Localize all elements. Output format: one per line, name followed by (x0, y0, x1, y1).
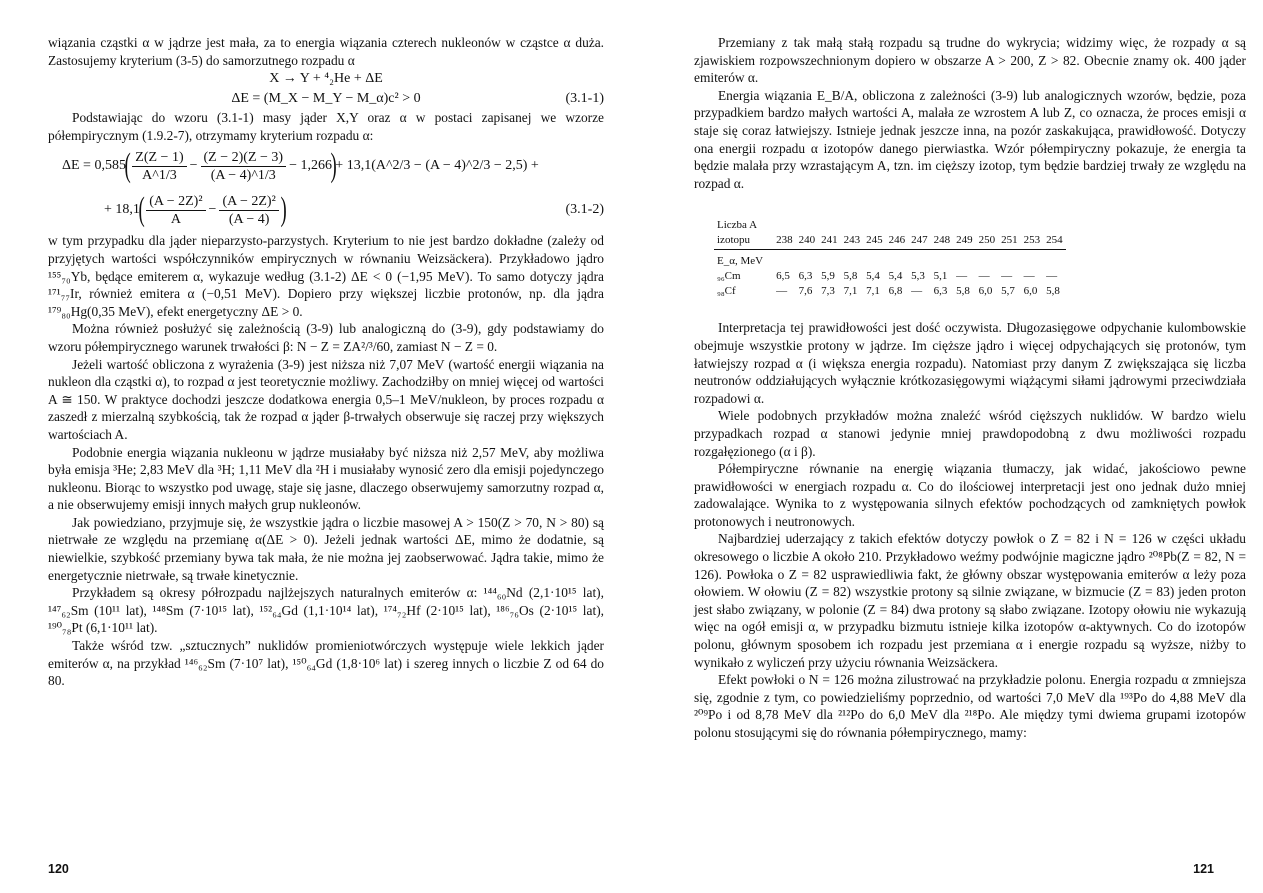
page-number: 120 (48, 862, 69, 876)
table-cell: 5,9 (821, 270, 835, 283)
paragraph: Efekt powłoki o N = 126 można zilustrować na przykładzie polonu. Energia rozpadu α zmniejsza się, zgodnie z tym, co powiedzieliśmy poprzednio, od wartości 7,0 MeV dla ¹⁹³Po do 4,88 MeV dla ²⁰⁹Po i od 8,78 MeV dla ²¹²Po do 6,0 MeV dla ²¹⁸Po. Ale między tymi dwiema grupami izotopów polonu stosującymi się do równania półempirycznego, mamy: (694, 672, 1246, 740)
table-energy-label: E_α, MeV (717, 255, 764, 268)
table-cell: 6,0 (1023, 285, 1038, 298)
table-header-row (714, 218, 1066, 233)
table-header-cell: 250 (976, 233, 999, 250)
paragraph: wiązania cząstki α w jądrze jest mała, za to energia wiązania czterech nukleonów w cząstce α duża. Zastosujemy kryterium (3-5) do samorzutnego rozpadu α (48, 35, 604, 68)
table-body (714, 218, 1066, 299)
equation-energy-criterion: ΔE = (M_X − M_Y − M_α)c² > 0 (3.1-1) (48, 89, 604, 109)
table-cell: 5,3 (911, 270, 925, 283)
paragraph: Interpretacja tej prawidłowości jest dość oczywista. Długozasięgowe odpychanie kulombowskie obejmuje wszystkie protony w jądrze. Im cięższe jądro i więcej odpychających się protonów, tym łatwiejszy rozpad α (i większa energia rozpadu). Natomiast przy danym Z zwiększająca się liczba neutronów oddziałujących wyłącznie krótkozasięgowymi wiążącymi siłami jądrowymi przeciwdziała rozpadowi α. (694, 320, 1246, 406)
paragraph: Przykładem są okresy półrozpadu najlżejszych naturalnych emiterów α: ¹⁴⁴₆₀Nd (2,1·10¹⁵ lat), ¹⁴⁷₆₂Sm (10¹¹ lat), ¹⁴⁸Sm (7·10¹⁵ lat), ¹⁵²₆₄Gd (1,1·10¹⁴ lat), ¹⁷⁴₇₂Hf (2·10¹⁵ lat), ¹⁸⁶₇₆Os (2·10¹⁵ lat), ¹⁹⁰₇₈Pt (6,1·10¹¹ lat). (48, 585, 604, 636)
table-header-label: Liczba A (717, 219, 758, 232)
table-cell: — (911, 285, 923, 298)
table-cell: 5,4 (866, 270, 880, 283)
paragraph: Jeżeli wartość obliczona z wyrażenia (3-9) jest niższa niż 7,07 MeV (wartość energii wiązania na nukleon dla cząstki α), to rozpad α jest teoretycznie możliwy. Zachodziłby on mniej więcej od wartości A ≅ 150. W praktyce dochodzi jeszcze dodatkowa energia 0,5–1 MeV/nukleon, by proces rozpadu α zaszedł z mierzalną szybkością, tak że rozpad α jąder β-trwałych obserwuje się raczej przy większych wartościach A. (48, 356, 604, 442)
table-cell: 7,6 (798, 285, 813, 298)
table-cell: 5,8 (1046, 285, 1060, 298)
table-cell: 6,3 (933, 285, 948, 298)
table-cell: 7,3 (821, 285, 835, 298)
equation-decay-criterion-line2: + 18,1 ( $\frac{\text{(A − 2Z)²}}{A}$ − $\frac{\text{(A − 2Z)²}}{(A - 4)}$ ) (3.1-2) (104, 191, 604, 229)
fraction: $\frac{\text{(A − 2Z)²}}{(A - 4)}$ (219, 193, 278, 228)
table-cell: 7,1 (866, 285, 880, 298)
bracket: ) (280, 191, 287, 229)
table-row (714, 250, 1066, 270)
right-column (694, 34, 1246, 742)
paragraph: w tym przypadku dla jąder nieparzysto-parzystych. Kryterium to nie jest bardzo dokładne (zależy od przyjętych wartości współczynników empirycznych w równaniu Weizsäckera). Przykładowo jądro ¹⁵⁵₇₀Yb, będące emiterem α, wykazuje według (3.1-2) ΔE < 0 (−1,95 MeV). To samo dotyczy jądra ¹⁷¹₇₇Ir, również emitera α (−0,51 MeV). Dopiero przy większej liczbie protonów, np. dla jądra ¹⁷⁹₈₀Hg(0,35 MeV), efekt energetyczny ΔE > 0. (48, 233, 604, 319)
table-cell: 7,1 (843, 285, 858, 298)
left-column (48, 34, 604, 690)
table-header-cell: 240 (796, 233, 819, 250)
equation-number: (3.1-2) (565, 202, 604, 218)
equation-reaction: X → Y + ⁴₂He + ΔE (269, 71, 383, 87)
paragraph: Wiele podobnych przykładów można znaleźć wśród cięższych nuklidów. W bardzo wielu przypadkach rozpad α stanowi jedynie mniej prawdopodobną z dwu możliwości rozpadu rozgałęzionego (α i β). (694, 408, 1246, 459)
table-row (714, 269, 1066, 284)
table-cell: — (1001, 270, 1013, 283)
table-header-cell: 249 (953, 233, 976, 250)
paragraph: Jak powiedziano, przyjmuje się, że wszystkie jądra o liczbie masowej A > 150(Z > 70, N > 80) są nietrwałe ze względu na przemianę α(ΔE > 0). Jeżeli jednak wartości ΔE, mimo że dodatnie, są niewielkie, szybkość przemiany bywa tak mała, że nie można jej zaobserwować. Jądra takie, mimo że energetycznie nietrwałe, są trwałe kinetycznie. (48, 514, 604, 583)
table-cell: — (1046, 270, 1058, 283)
table-cell: 6,5 (776, 270, 790, 283)
table-nuclide-label: ₉₈Cf (717, 285, 736, 298)
table-header-cell: 248 (931, 233, 954, 250)
table-cell: 6,8 (888, 285, 903, 298)
paragraph: Przemiany z tak małą stałą rozpadu są trudne do wykrycia; widzimy więc, że rozpady α są zjawiskiem rozpowszechnionym dopiero w obszarze A > 200, Z > 82. Obecnie znamy ok. 400 jąder emiterów α. (694, 35, 1246, 86)
table-cell: 6,0 (978, 285, 993, 298)
equation-number: (3.1-1) (565, 91, 604, 107)
fraction: $\frac{Z(Z - 1)}{A\^{}1/3}$ (132, 149, 186, 184)
paragraph: Energia wiązania E_B/A, obliczona z zależności (3-9) lub analogicznych wzorów, będzie, poza przypadkiem bardzo małych wartości A, malała ze wzrostem A lub Z, co oznacza, że proces emisji α staje się coraz łatwiejszy. Istnieje jednak jeszcze inna, na pozór zaskakująca, prawidłowość. Dotyczy ona energii rozpadu α izotopów danego pierwiastka. Wzór półempiryczny pokazuje, że energia ta będzie malała przy wzrastającym A, tzn. im cięższy izotop, tym będzie bardziej trwały ze względu na rozpad α. (694, 87, 1246, 191)
paragraph: Także wśród tzw. „sztucznych” nuklidów promieniotwórczych występuje wiele lekkich jąder emiterów α, na przykład ¹⁴⁶₆₂Sm (7·10⁷ lat), ¹⁵⁰₆₄Gd (1,8·10⁶ lat) i szereg innych o liczbie Z od 64 do 80. (48, 638, 604, 689)
fraction: $\frac{(Z - 2)(Z - 3)}{(A - 4)\^{}1/3}$ (201, 149, 287, 184)
table-cell: — (956, 270, 968, 283)
table-cell: — (776, 285, 788, 298)
paragraph: Podobnie energia wiązania nukleonu w jądrze musiałaby być niższa niż 2,57 MeV, aby możliwa była emisja ³He; 2,83 MeV dla ³H; 1,11 MeV dla ²H i musiałaby wynosić zero dla emisji pojedynczego nukleonu. Biorąc to wszystko pod uwagę, staje się jasne, dlaczego obserwujemy samorzutny rozpad α, a nie obserwujemy emisji innych małych grup nukleonów. (48, 444, 604, 513)
table-cell: 5,8 (843, 270, 858, 283)
bracket: ) (330, 147, 337, 185)
table-cell: 5,8 (956, 285, 970, 298)
table-header-cell: 241 (818, 233, 841, 250)
table-nuclide-label: ₉₆Cm (717, 270, 741, 283)
table-cell: — (978, 270, 990, 283)
paragraph: Można również posłużyć się zależnością (3-9) lub analogiczną do (3-9), gdy podstawiamy do wzoru półempirycznego warunek trwałości β: N − Z = ZA²/³/60, zamiast N − Z = 0. (48, 321, 604, 354)
paragraph: Najbardziej uderzający z takich efektów dotyczy powłok o Z = 82 i N = 126 w części układu okresowego o liczbie A około 210. Przykładowo weźmy podwójnie magiczne jądro ²⁰⁸Pb(Z = 82, N = 126). Powłoka o Z = 82 usprawiedliwia fakt, że główny obszar występowania emiterów α leży poza ołowiem. W ołowiu (Z = 82) wszystkie protony są silnie związane, w bizmucie (Z = 83) jeden proton jest słabo związany, w polonie (Z = 84) dwa protony są słabo związane. Izotopy ołowiu nie wykazują więc na ogół emisji α, w przypadku bizmutu istnieje kilka izotopów α-aktywnych. Co do izotopów polonu, głównym sposobem ich rozpadu jest przemiana α i energie rozpadu są wyższe, niżby to wynikało z wyliczeń przy użyciu równania Weizsäckera. (694, 531, 1246, 670)
fraction: $\frac{\text{(A − 2Z)²}}{A}$ (146, 193, 205, 228)
table-header-cell: 245 (863, 233, 886, 250)
table-header-cell: 247 (908, 233, 931, 250)
paragraph: Podstawiając do wzoru (3.1-1) masy jąder X,Y oraz α w postaci zapisanej we wzorze półempirycznym (1.9.2-7), otrzymamy kryterium rozpadu α: (48, 110, 604, 143)
table-cell: — (1023, 270, 1035, 283)
paragraph: Półempiryczne równanie na energię wiązania tłumaczy, jak widać, jakościowo pewne prawidłowości w energiach rozpadu α. Co do ilościowej interpretacji jest ono jednak dużo mniej zadowalające. Wynika to z występowania silnych efektów pochodzących od zamkniętych powłok protonowych i neutronowych. (694, 461, 1246, 529)
table-header-label: izotopu (714, 233, 773, 250)
table-header-cell: 253 (1021, 233, 1044, 250)
table-header-cell: 246 (886, 233, 909, 250)
table-row (714, 284, 1066, 299)
table-header-row (714, 233, 1066, 250)
bracket: ( (124, 147, 131, 185)
page-number: 121 (1193, 862, 1214, 876)
table-header-cell: 238 (773, 233, 796, 250)
table-header-cell: 254 (1043, 233, 1066, 250)
table-cell: 5,7 (1001, 285, 1015, 298)
alpha-energy-table (714, 218, 1066, 299)
table-header-cell: 251 (998, 233, 1021, 250)
table-cell: 5,1 (933, 270, 948, 283)
table-header-cell: 243 (841, 233, 864, 250)
bracket: ( (138, 191, 145, 229)
equation-decay-criterion-line1: ΔE = 0,585 ( $\frac{Z(Z - 1)}{A\^{}1/3}$ − $\frac{(Z - 2)(Z - 3)}{(A - 4)\^{}1/3}$ − 1,266 ) + 13,1(A^2/3 − (A − 4)^2/3 − 2,5) + (62, 147, 539, 185)
table-cell: 6,3 (798, 270, 813, 283)
right-page (632, 0, 1263, 893)
table-cell: 5,4 (888, 270, 903, 283)
